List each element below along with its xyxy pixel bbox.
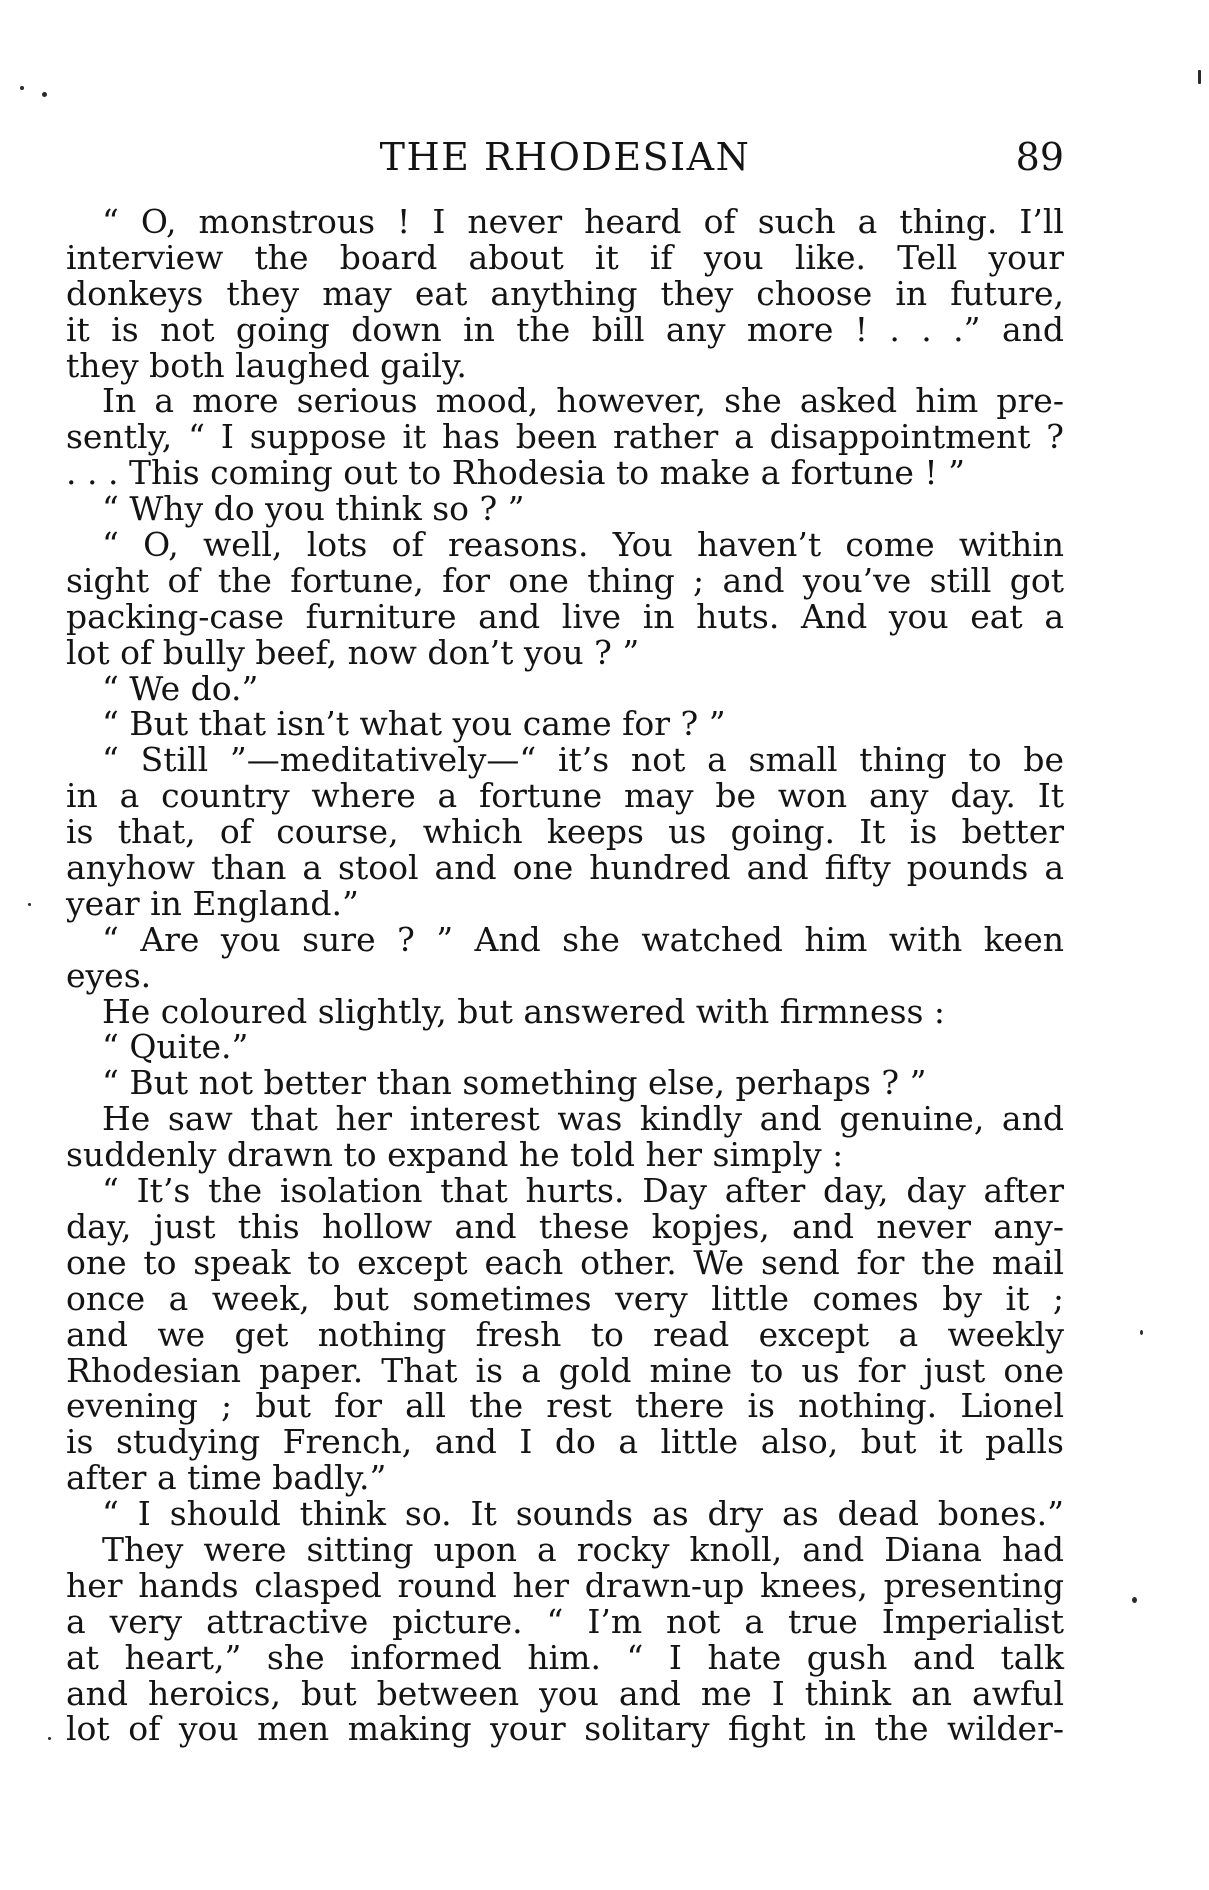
scan-speck	[48, 1737, 51, 1740]
text-line: and heroics, but between you and me I think an awful	[66, 1673, 1064, 1713]
text-line: and we get nothing fresh to read except a weekly	[66, 1314, 1064, 1354]
text-line: “ It’s the isolation that hurts. Day after day, day after	[102, 1171, 1064, 1211]
text-line: He saw that her interest was kindly and genuine, and	[102, 1099, 1064, 1139]
text-line: Rhodesian paper. That is a gold mine to us for just one	[66, 1350, 1064, 1390]
text-line: her hands clasped round her drawn-up knees, presenting	[66, 1565, 1064, 1605]
body-text	[66, 204, 1064, 1747]
page-header	[66, 132, 1064, 182]
scan-speck	[28, 903, 31, 906]
text-line: sently, “ I suppose it has been rather a disappointment ?	[66, 417, 1064, 457]
text-line: suddenly drawn to expand he told her simply :	[66, 1135, 844, 1175]
text-line: eyes.	[66, 955, 152, 995]
text-line: at heart,” she informed him. “ I hate gush and talk	[66, 1637, 1064, 1677]
text-line: is studying French, and I do a little also, but it palls	[66, 1422, 1064, 1462]
text-line: in a country where a fortune may be won any day. It	[66, 776, 1064, 816]
page-number: 89	[1015, 135, 1064, 179]
scan-speck	[1140, 1330, 1143, 1335]
text-line: In a more serious mood, however, she asked him pre-	[102, 381, 1064, 421]
text-line: “ But that isn’t what you came for ? ”	[102, 704, 726, 744]
text-line: “ Why do you think so ? ”	[102, 489, 525, 529]
scan-speck	[1198, 70, 1201, 84]
text-line: after a time badly.”	[66, 1458, 387, 1498]
text-line: “ Are you sure ? ” And she watched him with keen	[102, 919, 1064, 959]
text-line: “ O, well, lots of reasons. You haven’t come within	[102, 525, 1064, 565]
text-line: evening ; but for all the rest there is nothing. Lionel	[66, 1386, 1064, 1426]
text-line: He coloured slightly, but answered with firmness :	[102, 991, 946, 1031]
text-line: packing-case furniture and live in huts. And you eat a	[66, 596, 1064, 636]
text-line: sight of the fortune, for one thing ; and you’ve still got	[66, 560, 1064, 600]
running-title: THE RHODESIAN	[379, 135, 751, 179]
text-line: “ Quite.”	[102, 1027, 249, 1067]
text-line: a very attractive picture. “ I’m not a true Imperialist	[66, 1601, 1064, 1641]
text-line: year in England.”	[66, 883, 359, 923]
text-line: lot of bully beef, now don’t you ? ”	[66, 632, 640, 672]
text-line: is that, of course, which keeps us going. It is better	[66, 812, 1064, 852]
text-line: “ Still ”—meditatively—“ it’s not a small thing to be	[102, 740, 1064, 780]
text-line: “ O, monstrous ! I never heard of such a thing. I’ll	[102, 202, 1064, 241]
text-line: once a week, but sometimes very little comes by it ;	[66, 1278, 1064, 1318]
text-line: They were sitting upon a rocky knoll, and Diana had	[102, 1529, 1064, 1569]
text-line: donkeys they may eat anything they choose in future,	[66, 273, 1064, 313]
text-line: anyhow than a stool and one hundred and fifty pounds a	[66, 848, 1064, 888]
text-line: interview the board about it if you like. Tell your	[66, 237, 1064, 277]
text-line: “ We do.”	[102, 668, 259, 708]
scan-speck	[1132, 1597, 1137, 1603]
text-line: “ But not better than something else, perhaps ? ”	[102, 1063, 927, 1103]
text-line: one to speak to except each other. We send for the mail	[66, 1242, 1064, 1282]
text-line: lot of you men making your solitary fight in the wilder-	[66, 1709, 1064, 1749]
text-line: “ I should think so. It sounds as dry as dead bones.”	[102, 1494, 1064, 1534]
scan-speck	[20, 86, 24, 90]
text-line: . . . This coming out to Rhodesia to make a fortune ! ”	[66, 453, 966, 493]
text-line: they both laughed gaily.	[66, 345, 467, 385]
scan-speck	[42, 92, 47, 97]
text-line: it is not going down in the bill any more ! . . .” and	[66, 309, 1064, 349]
text-line: day, just this hollow and these kopjes, and never any-	[66, 1206, 1064, 1246]
